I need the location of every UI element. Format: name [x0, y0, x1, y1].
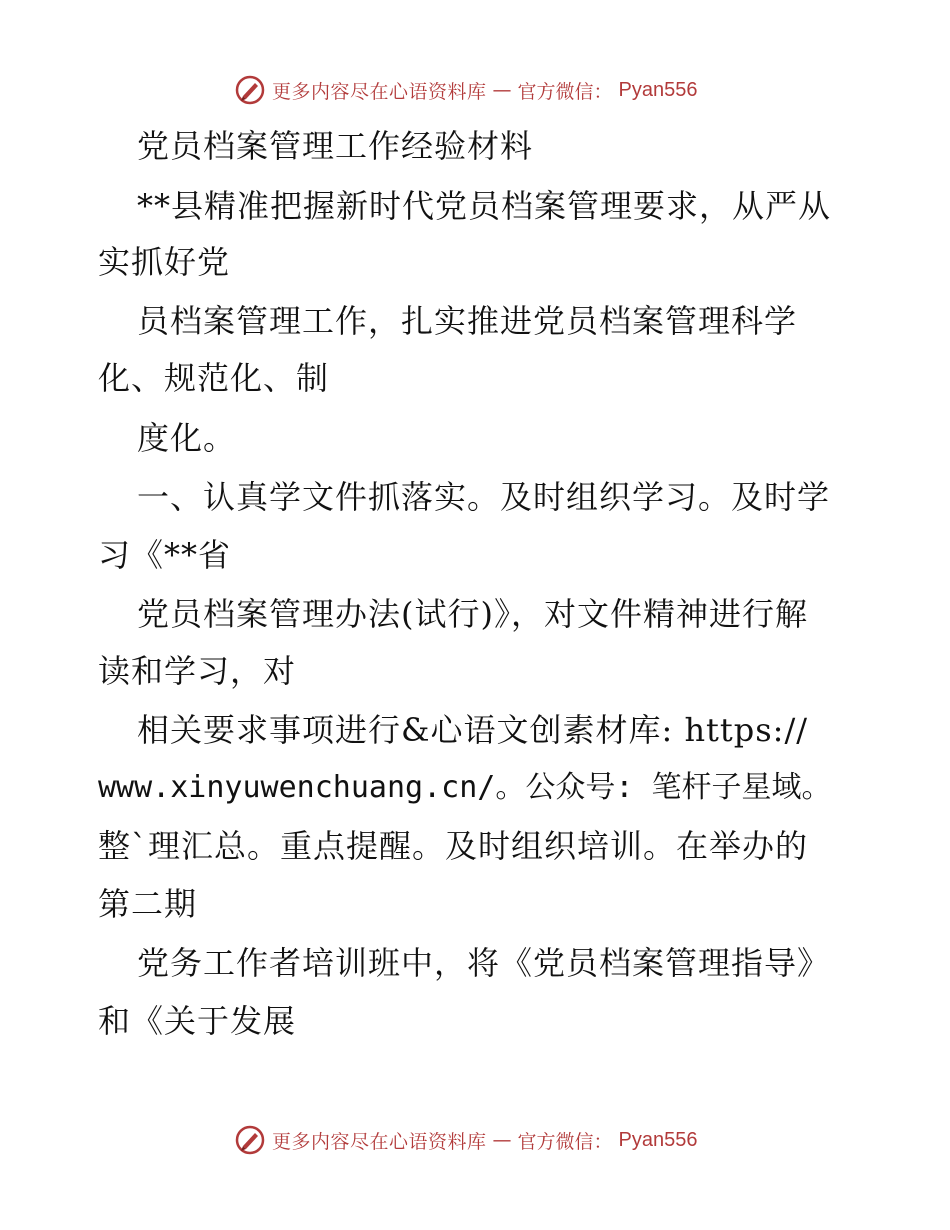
header-watermark [234, 72, 698, 108]
text-line: 化、规范化、制 [98, 359, 330, 397]
document-title: 党员档案管理工作经验材料 [137, 127, 534, 165]
text-line: 党员档案管理办法(试行)》，对文件精神进行解 [137, 595, 808, 633]
watermark-text: 更多内容尽在心语资料库 [272, 80, 487, 103]
watermark-separator: — [492, 1129, 512, 1151]
text-line: 第二期 [98, 885, 198, 923]
watermark-label: 官方微信： [517, 1130, 613, 1153]
watermark-text: 更多内容尽在心语资料库 [272, 1130, 487, 1153]
text-line: 整`理汇总。重点提醒。及时组织培训。在举办的 [98, 827, 809, 865]
text-line: 一、认真学文件抓落实。及时组织学习。及时学 [137, 478, 831, 516]
text-line: 读和学习，对 [98, 652, 297, 690]
watermark-id: Pyan556 [618, 78, 698, 101]
text-line: 和《关于发展 [98, 1002, 297, 1040]
text-line: 相关要求事项进行&心语文创素材库: https:// [137, 711, 809, 749]
text-line: 党务工作者培训班中，将《党员档案管理指导》 [137, 944, 831, 982]
footer-watermark [234, 1122, 698, 1158]
text-line: 实抓好党 [98, 243, 231, 281]
watermark-label: 官方微信： [517, 80, 613, 103]
text-line: www.xinyuwenchuang.cn/。公众号: 笔杆子星域。 [98, 770, 832, 805]
pen-logo-icon [234, 1124, 266, 1156]
text-line: 度化。 [137, 419, 237, 457]
pen-logo-icon [234, 74, 266, 106]
text-line: 员档案管理工作，扎实推进党员档案管理科学 [137, 302, 798, 340]
watermark-id: Pyan556 [618, 1128, 698, 1151]
text-line: **县精准把握新时代党员档案管理要求，从严从 [137, 187, 832, 225]
text-line: 习《**省 [98, 536, 232, 574]
watermark-separator: — [492, 79, 512, 101]
